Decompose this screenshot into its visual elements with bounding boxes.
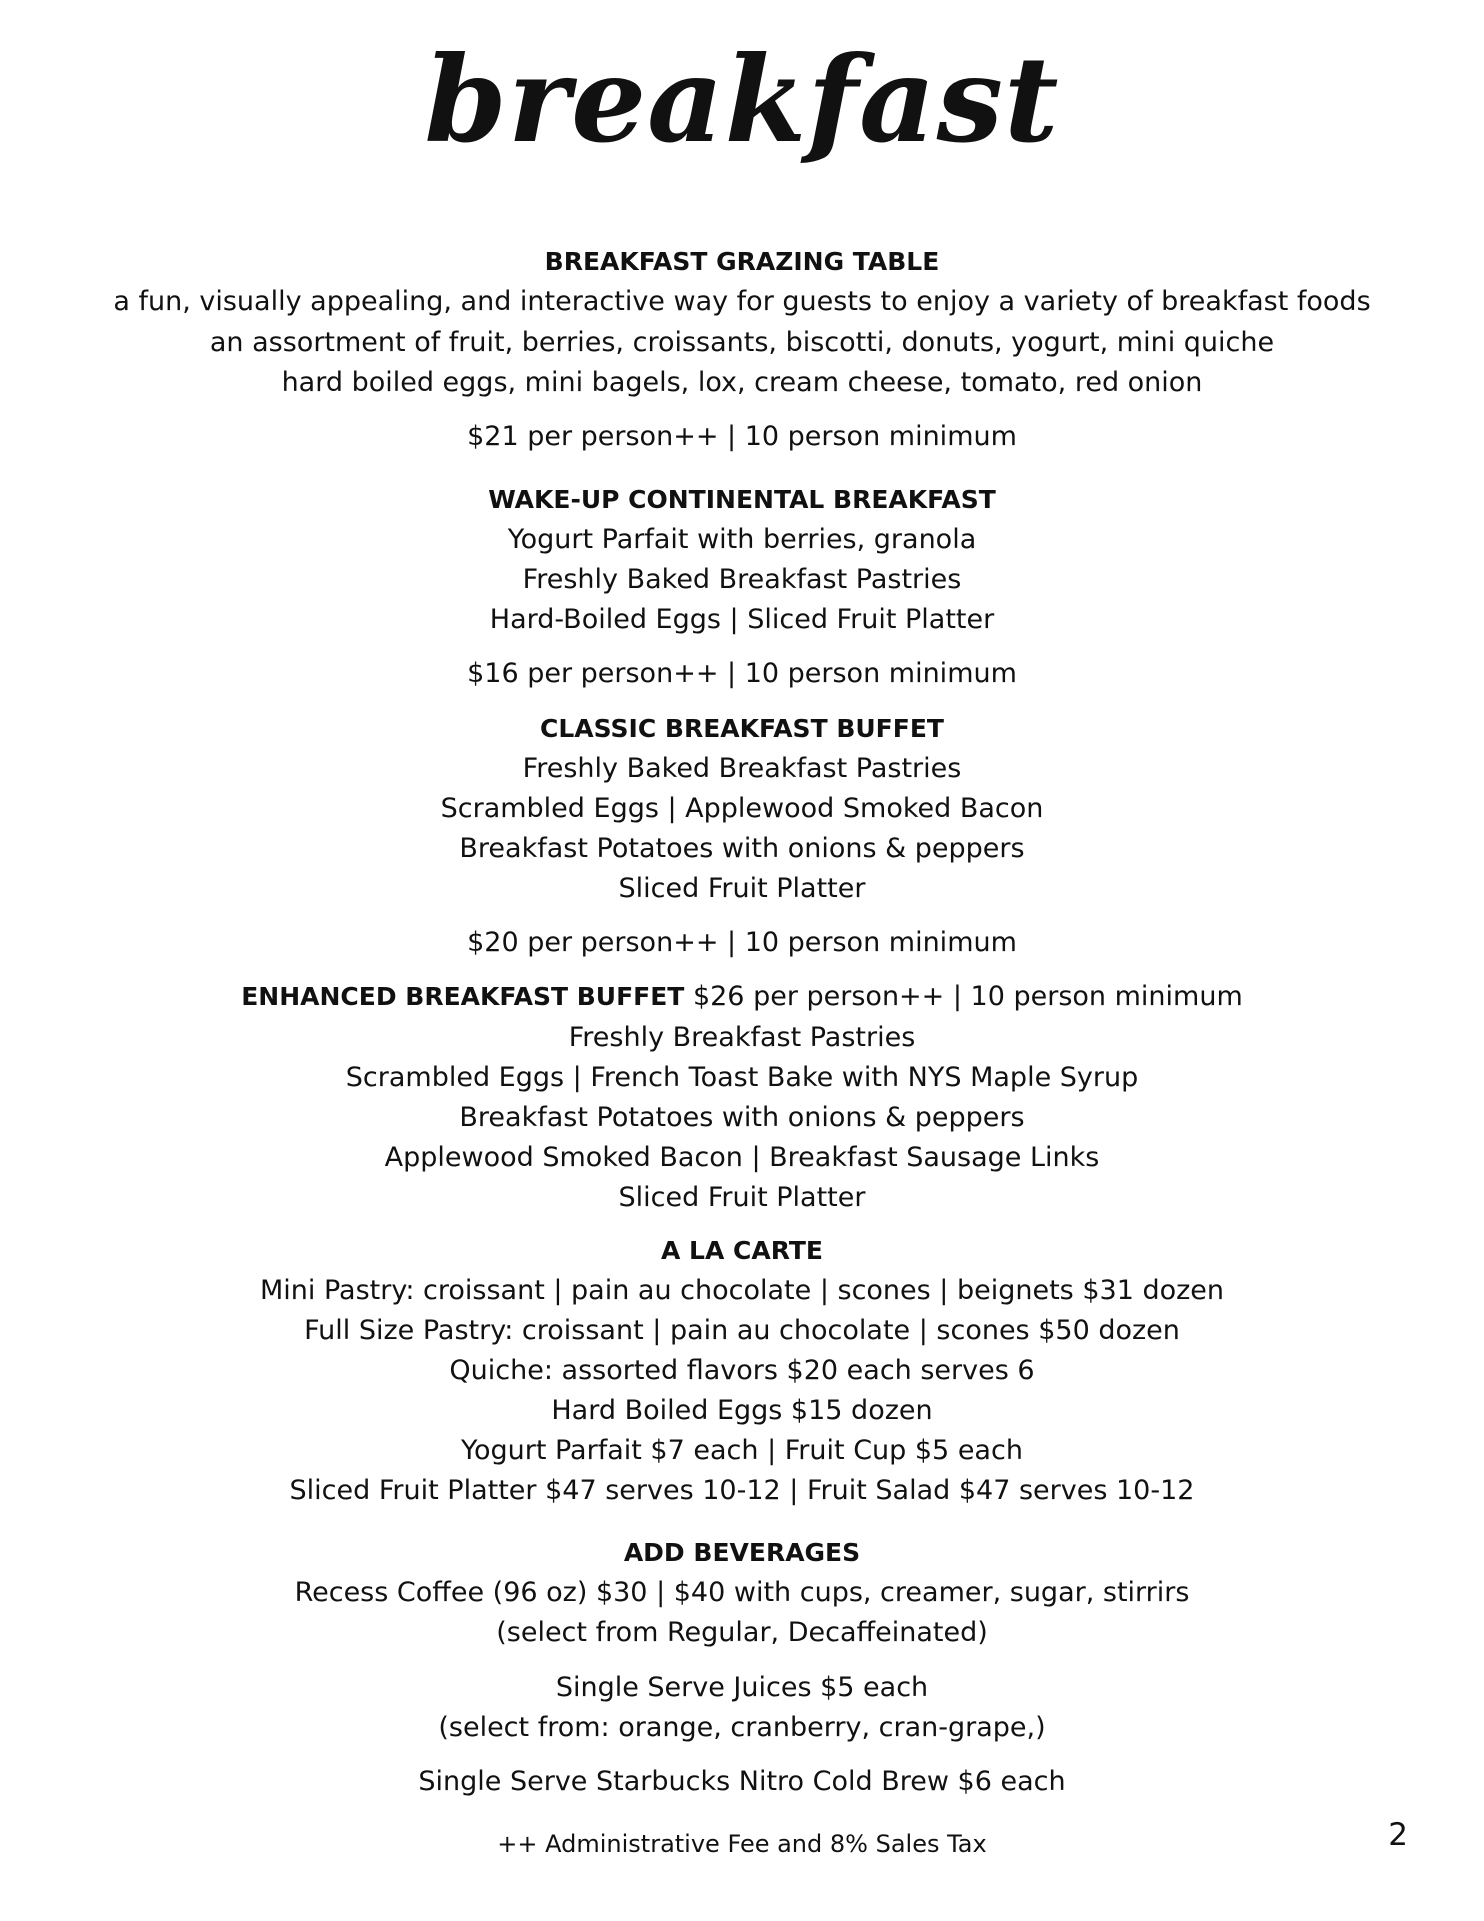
grazing-heading: BREAKFAST GRAZING TABLE xyxy=(544,247,940,276)
enhanced-line: Applewood Smoked Bacon | Breakfast Sausage Links xyxy=(384,1142,1100,1173)
classic-heading: CLASSIC BREAKFAST BUFFET xyxy=(540,714,944,743)
classic-line: Scrambled Eggs | Applewood Smoked Bacon xyxy=(440,793,1044,824)
classic-line: Breakfast Potatoes with onions & peppers xyxy=(459,833,1025,864)
grazing-line: an assortment of fruit, berries, croissants, biscotti, donuts, yogurt, mini quiche xyxy=(209,327,1275,358)
continental-line: Freshly Baked Breakfast Pastries xyxy=(522,564,962,595)
enhanced-line: Scrambled Eggs | French Toast Bake with NYS Maple Syrup xyxy=(345,1062,1139,1093)
classic-price: $20 per person++ | 10 person minimum xyxy=(467,927,1017,958)
alacarte-line: Sliced Fruit Platter $47 serves 10-12 | Fruit Salad $47 serves 10-12 xyxy=(289,1475,1195,1506)
grazing-line: hard boiled eggs, mini bagels, lox, cream cheese, tomato, red onion xyxy=(281,367,1203,398)
beverage-nitro: Single Serve Starbucks Nitro Cold Brew $6 each xyxy=(418,1766,1066,1797)
beverage-juice-note: (select from: orange, cranberry, cran-grape,) xyxy=(438,1712,1046,1743)
enhanced-line: Breakfast Potatoes with onions & peppers xyxy=(459,1102,1025,1133)
alacarte-line: Full Size Pastry: croissant | pain au chocolate | scones $50 dozen xyxy=(304,1315,1180,1346)
continental-price: $16 per person++ | 10 person minimum xyxy=(467,658,1017,689)
fee-note: ++ Administrative Fee and 8% Sales Tax xyxy=(497,1830,987,1858)
beverage-juice: Single Serve Juices $5 each xyxy=(555,1672,929,1703)
grazing-line: a fun, visually appealing, and interactive way for guests to enjoy a variety of breakfast foods xyxy=(113,286,1371,317)
continental-line: Yogurt Parfait with berries, granola xyxy=(507,524,977,555)
continental-heading: WAKE-UP CONTINENTAL BREAKFAST xyxy=(488,485,996,514)
beverages-heading: ADD BEVERAGES xyxy=(623,1538,861,1567)
classic-line: Freshly Baked Breakfast Pastries xyxy=(522,753,962,784)
alacarte-line: Quiche: assorted flavors $20 each serves 6 xyxy=(449,1355,1035,1386)
alacarte-line: Yogurt Parfait $7 each | Fruit Cup $5 each xyxy=(461,1435,1023,1466)
enhanced-heading-row xyxy=(0,981,1484,1012)
enhanced-price: $26 per person++ | 10 person minimum xyxy=(692,981,1243,1012)
page-title: breakfast xyxy=(424,30,1060,169)
classic-line: Sliced Fruit Platter xyxy=(618,873,866,904)
enhanced-heading: ENHANCED BREAKFAST BUFFET xyxy=(241,982,685,1011)
alacarte-line: Hard Boiled Eggs $15 dozen xyxy=(551,1395,933,1426)
alacarte-line: Mini Pastry: croissant | pain au chocolate | scones | beignets $31 dozen xyxy=(259,1275,1225,1306)
page-number: 2 xyxy=(1388,1817,1408,1853)
grazing-price: $21 per person++ | 10 person minimum xyxy=(467,421,1017,452)
beverage-coffee-note: (select from Regular, Decaffeinated) xyxy=(496,1617,988,1648)
continental-line: Hard-Boiled Eggs | Sliced Fruit Platter xyxy=(489,604,995,635)
beverage-coffee: Recess Coffee (96 oz) $30 | $40 with cups, creamer, sugar, stirrirs xyxy=(294,1577,1190,1608)
enhanced-line: Sliced Fruit Platter xyxy=(618,1182,866,1213)
alacarte-heading: A LA CARTE xyxy=(661,1236,823,1265)
enhanced-line: Freshly Breakfast Pastries xyxy=(568,1022,916,1053)
